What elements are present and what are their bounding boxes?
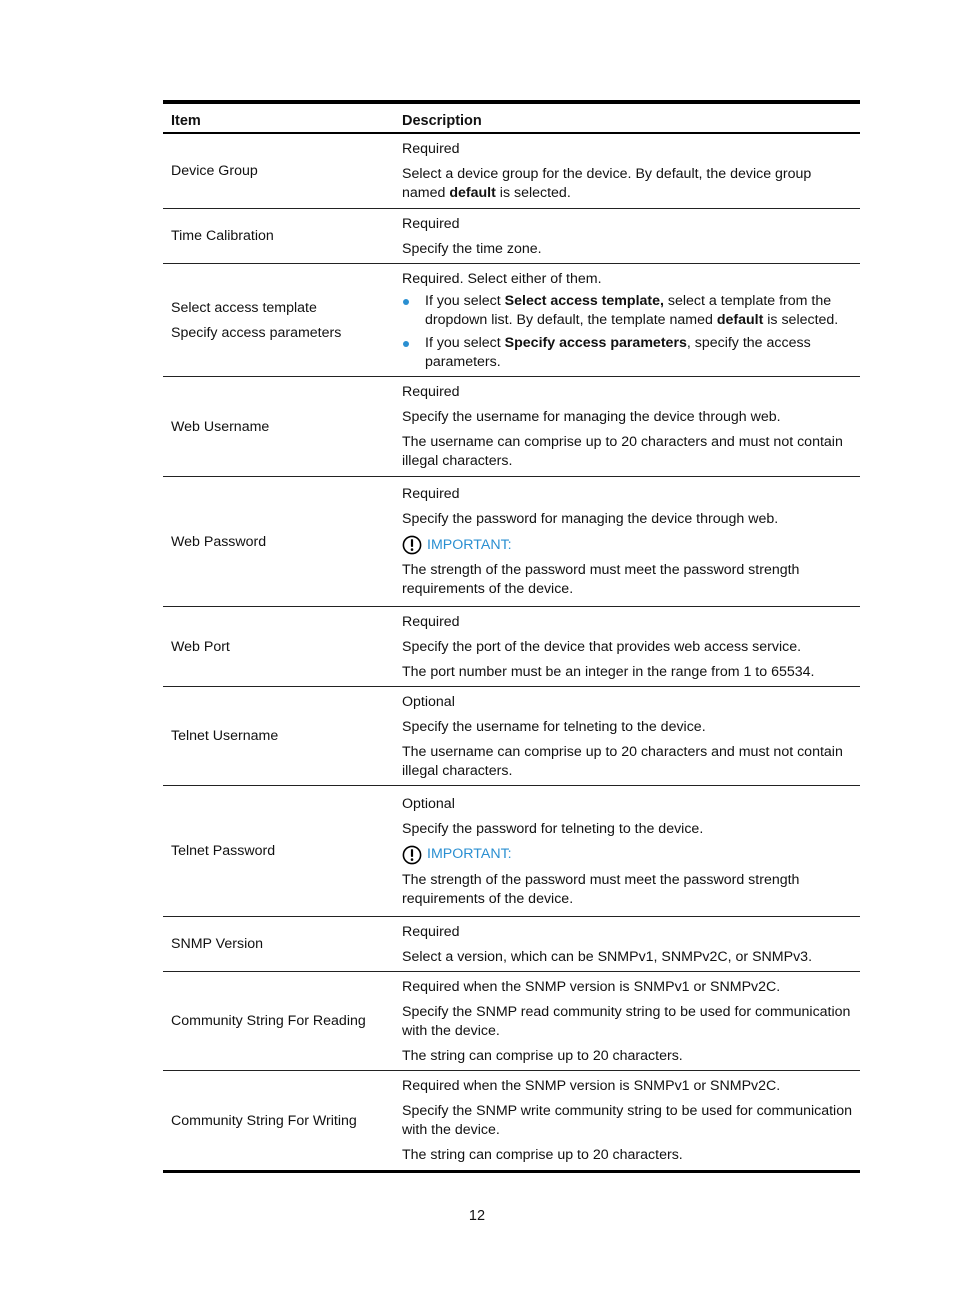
description-line: Required [402,613,460,630]
item-select-access-template: Select access template [171,299,317,316]
item-specify-access-parameters: Specify access parameters [171,324,342,341]
table-row [163,916,860,971]
table-row [163,476,860,606]
description-line: Required [402,384,460,400]
bullet-dot-icon [403,341,409,347]
description-line: Specify the password for telneting to the device. [402,820,704,837]
description-line: Required [402,141,460,158]
description-web-username [394,376,860,476]
item-web-password: Web Password [163,476,394,606]
bold-text: Select access template, [504,292,664,309]
item-community-read: Community String For Reading [163,971,394,1070]
description-line: The strength of the password must meet the password strength requirements of the device. [402,871,800,907]
bold-text: default [716,311,764,328]
header-description: Description [394,102,860,133]
description-community-write [394,1070,860,1171]
table-row [163,785,860,916]
page-number: 12 [468,1208,486,1224]
exclamation-circle-icon [402,845,422,865]
item-time-calibration: Time Calibration [163,208,394,263]
description-telnet-password [394,785,860,916]
description-line: The string can comprise up to 20 characters. [402,1047,683,1064]
description-line: Specify the username for telneting to the device. [402,718,706,735]
description-line: The port number must be an integer in the range from 1 to 65534. [402,663,815,680]
description-line [402,165,852,203]
important-label: IMPORTANT: [427,846,512,862]
description-line: Specify the SNMP read community string to be used for communication with the device. [402,1003,851,1039]
description-line: Optional [402,795,455,812]
description-access [394,263,860,376]
bold-text: default [449,185,496,202]
important-note [402,845,852,865]
table-row [163,263,860,376]
bullet-dot-icon [403,299,409,305]
bullet-list [402,292,852,372]
text-span: is selected. [495,185,571,202]
important-note [402,535,852,555]
description-line: Required when the SNMP version is SNMPv1 or SNMPv2C. [402,978,781,995]
description-line: Specify the port of the device that provides web access service. [402,638,802,655]
table-row [163,208,860,263]
description-line: The username can comprise up to 20 characters and must not contain illegal characters. [402,743,843,779]
description-line: Specify the password for managing the device through web. [402,511,779,527]
description-line: Optional [402,693,455,710]
description-community-read [394,971,860,1070]
text-span: If you select [425,292,505,309]
table-row [163,606,860,686]
description-time-calibration [394,208,860,263]
header-item: Item [163,102,394,133]
item-device-group: Device Group [163,133,394,208]
item-snmp-version: SNMP Version [163,916,394,971]
description-line: Required. Select either of them. [402,270,602,287]
parameter-table-container [163,100,860,1173]
item-web-username: Web Username [163,376,394,476]
description-line: Select a version, which can be SNMPv1, SNMPv2C, or SNMPv3. [402,948,813,965]
bold-text: Specify access parameters [504,334,687,351]
description-line: The username can comprise up to 20 characters and must not contain illegal characters. [402,434,843,469]
description-line: The string can comprise up to 20 characters. [402,1147,683,1163]
text-span: , specify the access parameters. [425,334,811,370]
list-item [402,334,852,372]
table-row [163,376,860,476]
important-label: IMPORTANT: [427,536,512,553]
description-device-group [394,133,860,208]
description-line: Required when the SNMP version is SNMPv1 or SNMPv2C. [402,1078,781,1094]
description-line: Specify the time zone. [402,240,542,257]
table-row [163,971,860,1070]
parameter-table [163,100,860,1173]
text-span: is selected. [763,311,839,328]
text-span: Select a device group for the device. By default, the device group named [402,166,812,202]
list-item [402,292,852,330]
item-telnet-password: Telnet Password [163,785,394,916]
item-access [163,263,394,376]
description-line: Specify the SNMP write community string to be used for communication with the device. [402,1103,852,1138]
description-telnet-username [394,686,860,785]
description-web-port [394,606,860,686]
item-web-port: Web Port [163,606,394,686]
table-row [163,1070,860,1171]
description-line: Required [402,215,460,232]
description-line: Required [402,923,460,940]
description-line: Required [402,486,460,502]
description-web-password [394,476,860,606]
description-snmp-version [394,916,860,971]
table-row [163,686,860,785]
item-community-write: Community String For Writing [163,1070,394,1171]
description-line: Specify the username for managing the device through web. [402,409,781,425]
text-span: select a template from the dropdown list. By default, the template named [425,292,832,328]
item-telnet-username: Telnet Username [163,686,394,785]
table-row [163,133,860,208]
exclamation-circle-icon [402,535,422,555]
text-span: If you select [425,334,505,351]
description-line: The strength of the password must meet the password strength requirements of the device. [402,562,800,597]
table-header-row [163,102,860,133]
